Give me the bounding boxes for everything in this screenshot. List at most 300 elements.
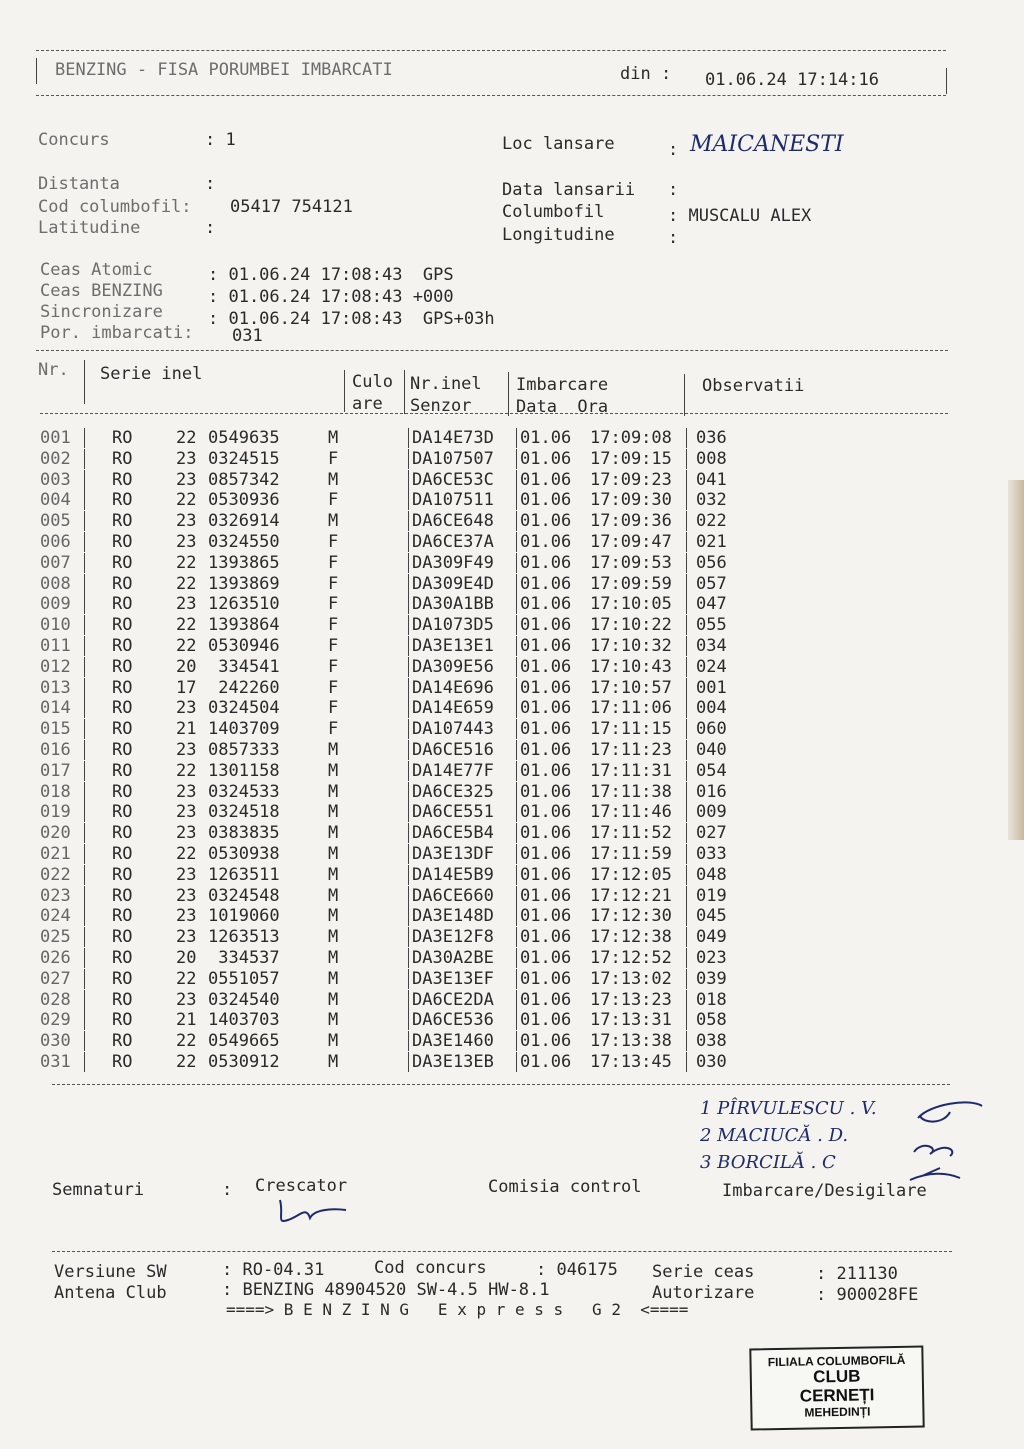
cell-observatii: 045	[696, 906, 727, 927]
table-row	[0, 719, 1024, 739]
stamp-line: CLUB	[813, 1366, 861, 1387]
row-divider	[408, 865, 409, 885]
row-divider	[408, 636, 409, 656]
table-row	[0, 823, 1024, 843]
row-divider	[408, 657, 409, 677]
cell-data: 01.06	[520, 885, 572, 906]
cell-tara: RO	[112, 532, 133, 552]
row-divider	[84, 823, 85, 843]
cell-sex: M	[328, 469, 339, 490]
row-divider	[516, 678, 517, 698]
cell-serie: 242260	[208, 677, 280, 698]
row-divider	[516, 948, 517, 968]
cell-nr: 010	[40, 615, 71, 636]
cell-senzor: DA6CE325	[412, 781, 494, 802]
cell-tara: RO	[112, 573, 133, 594]
cell-ora: 17:11:23	[590, 740, 672, 760]
table-row	[0, 927, 1024, 947]
row-divider	[408, 511, 409, 531]
autorizare-label: Autorizare	[652, 1283, 755, 1303]
cell-ora: 17:09:36	[590, 511, 672, 532]
cell-senzor: DA3E1460	[412, 1031, 494, 1052]
row-divider	[84, 761, 85, 781]
footer-rule	[52, 1251, 952, 1252]
row-divider	[408, 698, 409, 718]
benzing-express-line: ====> B E N Z I N G E x p r e s s G 2 <====	[226, 1300, 689, 1319]
cell-data: 01.06	[520, 740, 572, 760]
cell-serie: 0324504	[208, 698, 280, 719]
row-divider	[516, 969, 517, 989]
row-divider	[516, 1031, 517, 1051]
cell-data: 01.06	[520, 906, 572, 927]
cell-sex: M	[328, 968, 339, 989]
row-divider	[84, 678, 85, 698]
cell-sex: M	[328, 1010, 339, 1031]
col-header-culoare-2: are	[352, 394, 383, 414]
row-divider	[408, 428, 409, 448]
cell-senzor: DA3E13DF	[412, 844, 494, 864]
cell-ora: 17:11:59	[590, 844, 672, 864]
cell-tara: RO	[112, 968, 133, 989]
commission-name: 2 MACIUCĂ . D.	[700, 1125, 849, 1146]
cell-an: 22	[176, 1031, 197, 1052]
distanta-value: :	[205, 174, 216, 194]
row-divider	[516, 823, 517, 843]
cell-tara: RO	[112, 906, 133, 927]
row-divider	[516, 574, 517, 594]
cell-senzor: DA30A1BB	[412, 594, 494, 615]
row-divider	[84, 594, 85, 614]
data-lansarii-label: Data lansarii	[502, 180, 636, 200]
cell-nr: 005	[40, 511, 71, 532]
cell-sex: M	[328, 1052, 339, 1072]
table-row	[0, 615, 1024, 635]
row-divider	[516, 428, 517, 448]
row-divider	[516, 470, 517, 490]
cell-nr: 002	[40, 448, 71, 469]
row-divider	[408, 719, 409, 739]
cell-tara: RO	[112, 698, 133, 719]
row-divider	[408, 553, 409, 573]
commission-name: 1 PÎRVULESCU . V.	[700, 1098, 877, 1119]
cell-observatii: 009	[696, 802, 727, 823]
cell-data: 01.06	[520, 968, 572, 989]
cod-concurs-value: : 046175	[536, 1260, 618, 1280]
row-divider	[686, 761, 687, 781]
cell-nr: 021	[40, 844, 71, 864]
cell-nr: 012	[40, 656, 71, 677]
col-header-imbarcare: Imbarcare	[516, 375, 609, 395]
row-divider	[408, 470, 409, 490]
cell-observatii: 022	[696, 511, 727, 532]
row-divider	[84, 490, 85, 510]
cell-ora: 17:09:23	[590, 469, 672, 490]
col-divider	[344, 370, 345, 412]
stamp-line: CERNEȚI	[799, 1385, 875, 1406]
row-divider	[686, 782, 687, 802]
row-divider	[408, 802, 409, 822]
distanta-label: Distanta	[38, 174, 120, 194]
row-divider	[516, 844, 517, 864]
cell-observatii: 048	[696, 864, 727, 885]
imbarcare-desigilare-label: Imbarcare/Desigilare	[722, 1181, 927, 1201]
cell-ora: 17:12:52	[590, 948, 672, 968]
col-divider	[508, 372, 509, 416]
cell-nr: 011	[40, 636, 71, 656]
stamp-line: FILIALA COLUMBOFILĂ	[767, 1352, 906, 1370]
row-divider	[686, 594, 687, 614]
cell-sex: F	[328, 719, 339, 740]
cell-serie: 1301158	[208, 760, 280, 781]
cell-observatii: 060	[696, 719, 727, 740]
cell-senzor: DA1073D5	[412, 615, 494, 636]
cell-sex: F	[328, 677, 339, 698]
cell-an: 23	[176, 594, 197, 615]
cell-an: 23	[176, 989, 197, 1010]
table-row	[0, 553, 1024, 573]
col-divider	[404, 370, 405, 414]
col-divider	[684, 374, 685, 416]
cell-an: 22	[176, 636, 197, 656]
commission-signatures	[900, 1098, 990, 1188]
row-divider	[84, 1052, 85, 1072]
row-divider	[84, 449, 85, 469]
table-row	[0, 657, 1024, 677]
cell-sex: F	[328, 615, 339, 636]
cell-an: 23	[176, 802, 197, 823]
cell-observatii: 023	[696, 948, 727, 968]
cell-an: 22	[176, 552, 197, 573]
row-divider	[84, 740, 85, 760]
cell-observatii: 056	[696, 552, 727, 573]
table-row	[0, 865, 1024, 885]
cell-ora: 17:10:32	[590, 636, 672, 656]
semnaturi-colon: :	[222, 1180, 233, 1200]
cell-nr: 018	[40, 781, 71, 802]
cell-nr: 026	[40, 948, 71, 968]
row-divider	[686, 574, 687, 594]
row-divider	[84, 615, 85, 635]
cell-nr: 004	[40, 490, 71, 511]
cell-data: 01.06	[520, 532, 572, 552]
date-value: 01.06.24 17:14:16	[705, 70, 879, 90]
cell-sex: M	[328, 511, 339, 532]
cell-serie: 0324548	[208, 885, 280, 906]
row-divider	[516, 802, 517, 822]
cell-serie: 1019060	[208, 906, 280, 927]
loc-lansare-value: MAICANESTI	[690, 132, 844, 157]
row-divider	[686, 636, 687, 656]
cell-tara: RO	[112, 511, 133, 532]
cell-ora: 17:13:02	[590, 968, 672, 989]
row-divider	[686, 553, 687, 573]
cell-senzor: DA3E13EB	[412, 1052, 494, 1072]
columbofil-label: Columbofil	[502, 202, 605, 222]
cell-senzor: DA3E148D	[412, 906, 494, 927]
row-divider	[686, 802, 687, 822]
cell-serie: 1263513	[208, 927, 280, 948]
cell-ora: 17:12:21	[590, 885, 672, 906]
cell-observatii: 036	[696, 428, 727, 448]
cell-data: 01.06	[520, 1031, 572, 1052]
row-divider	[84, 886, 85, 906]
cell-nr: 015	[40, 719, 71, 740]
commission-name: 3 BORCILĂ . C	[700, 1152, 836, 1173]
cell-observatii: 033	[696, 844, 727, 864]
cell-nr: 031	[40, 1052, 71, 1072]
cell-senzor: DA30A2BE	[412, 948, 494, 968]
cell-sex: F	[328, 698, 339, 719]
versiune-sw-value: : RO-04.31	[222, 1260, 325, 1280]
cell-an: 21	[176, 1010, 197, 1031]
cod-columbofil-label: Cod columbofil:	[38, 197, 192, 217]
versiune-sw-label: Versiune SW	[54, 1262, 167, 1282]
cell-serie: 0857333	[208, 740, 280, 760]
row-divider	[686, 490, 687, 510]
cell-ora: 17:10:22	[590, 615, 672, 636]
row-divider	[84, 698, 85, 718]
cell-tara: RO	[112, 760, 133, 781]
row-divider	[408, 449, 409, 469]
row-divider	[84, 574, 85, 594]
cell-ora: 17:13:23	[590, 989, 672, 1010]
cell-tara: RO	[112, 469, 133, 490]
cell-sex: F	[328, 490, 339, 511]
row-divider	[408, 927, 409, 947]
cell-nr: 013	[40, 677, 71, 698]
row-divider	[516, 449, 517, 469]
cell-senzor: DA14E659	[412, 698, 494, 719]
cell-an: 23	[176, 906, 197, 927]
table-header-rule	[40, 413, 948, 414]
cell-data: 01.06	[520, 989, 572, 1010]
row-divider	[84, 636, 85, 656]
row-divider	[516, 761, 517, 781]
cod-columbofil-value: 05417 754121	[230, 197, 353, 217]
cell-tara: RO	[112, 802, 133, 823]
cell-senzor: DA6CE53C	[412, 469, 494, 490]
cell-sex: M	[328, 844, 339, 864]
row-divider	[84, 1031, 85, 1051]
row-divider	[686, 615, 687, 635]
cell-serie: 0549665	[208, 1031, 280, 1052]
cell-ora: 17:11:46	[590, 802, 672, 823]
row-divider	[516, 553, 517, 573]
comisia-control-label: Comisia control	[488, 1177, 642, 1197]
cell-data: 01.06	[520, 864, 572, 885]
row-divider	[84, 511, 85, 531]
cell-tara: RO	[112, 719, 133, 740]
cell-ora: 17:12:05	[590, 864, 672, 885]
cell-nr: 001	[40, 428, 71, 448]
row-divider	[516, 615, 517, 635]
row-divider	[408, 761, 409, 781]
col-header-culoare: Culo	[352, 372, 393, 392]
col-divider	[84, 360, 85, 404]
cell-senzor: DA6CE2DA	[412, 989, 494, 1010]
cell-ora: 17:09:08	[590, 428, 672, 448]
row-divider	[516, 511, 517, 531]
row-divider	[516, 698, 517, 718]
row-divider	[686, 1031, 687, 1051]
table-row	[0, 906, 1024, 926]
row-divider	[516, 532, 517, 552]
row-divider	[408, 594, 409, 614]
cell-tara: RO	[112, 1010, 133, 1031]
row-divider	[84, 865, 85, 885]
cell-an: 22	[176, 760, 197, 781]
table-row	[0, 740, 1024, 760]
cell-observatii: 030	[696, 1052, 727, 1072]
cell-an: 23	[176, 823, 197, 844]
cell-senzor: DA3E13E1	[412, 636, 494, 656]
row-divider	[686, 969, 687, 989]
row-divider	[686, 1010, 687, 1030]
row-divider	[686, 886, 687, 906]
cell-ora: 17:10:05	[590, 594, 672, 615]
porumbei-imbarcati-label: Por. imbarcati:	[40, 323, 194, 343]
row-divider	[686, 740, 687, 760]
crescator-label: Crescator	[255, 1176, 348, 1196]
row-divider	[84, 844, 85, 864]
table-row	[0, 698, 1024, 718]
cell-serie: 0324515	[208, 448, 280, 469]
table-row	[0, 802, 1024, 822]
cell-observatii: 054	[696, 760, 727, 781]
row-divider	[408, 782, 409, 802]
autorizare-value: : 900028FE	[816, 1285, 919, 1305]
cell-serie: 1263510	[208, 594, 280, 615]
cell-an: 23	[176, 864, 197, 885]
table-top-rule	[36, 350, 948, 351]
cell-sex: M	[328, 906, 339, 927]
row-divider	[84, 782, 85, 802]
cell-senzor: DA3E12F8	[412, 927, 494, 948]
header-left-border	[36, 58, 37, 84]
cell-senzor: DA107511	[412, 490, 494, 511]
cell-serie: 0324550	[208, 532, 280, 552]
row-divider	[516, 865, 517, 885]
cell-tara: RO	[112, 823, 133, 844]
cell-observatii: 021	[696, 532, 727, 552]
cell-sex: F	[328, 636, 339, 656]
cell-senzor: DA6CE648	[412, 511, 494, 532]
cell-data: 01.06	[520, 573, 572, 594]
header-top-rule	[36, 50, 946, 51]
stamp-line: MEHEDINȚI	[804, 1403, 871, 1420]
cell-data: 01.06	[520, 511, 572, 532]
cell-tara: RO	[112, 615, 133, 636]
cell-ora: 17:09:47	[590, 532, 672, 552]
cod-concurs-label: Cod concurs	[374, 1258, 487, 1278]
ceas-atomic-label: Ceas Atomic	[40, 260, 153, 280]
table-row	[0, 636, 1024, 656]
row-divider	[408, 678, 409, 698]
cell-observatii: 001	[696, 677, 727, 698]
cell-senzor: DA6CE37A	[412, 532, 494, 552]
cell-sex: M	[328, 823, 339, 844]
cell-data: 01.06	[520, 948, 572, 968]
cell-sex: M	[328, 948, 339, 968]
cell-tara: RO	[112, 677, 133, 698]
row-divider	[84, 927, 85, 947]
row-divider	[516, 490, 517, 510]
cell-serie: 0324518	[208, 802, 280, 823]
cell-serie: 0857342	[208, 469, 280, 490]
cell-serie: 0383835	[208, 823, 280, 844]
cell-an: 22	[176, 490, 197, 511]
row-divider	[84, 428, 85, 448]
cell-senzor: DA14E73D	[412, 428, 494, 448]
row-divider	[686, 844, 687, 864]
cell-data: 01.06	[520, 636, 572, 656]
cell-observatii: 057	[696, 573, 727, 594]
cell-data: 01.06	[520, 844, 572, 864]
cell-tara: RO	[112, 989, 133, 1010]
cell-nr: 008	[40, 573, 71, 594]
cell-tara: RO	[112, 885, 133, 906]
col-header-observatii: Observatii	[702, 376, 805, 396]
latitudine-value: :	[205, 218, 216, 238]
table-row	[0, 990, 1024, 1010]
cell-senzor: DA6CE551	[412, 802, 494, 823]
concurs-label: Concurs	[38, 130, 110, 150]
table-row	[0, 844, 1024, 864]
cell-observatii: 027	[696, 823, 727, 844]
data-lansarii-value: :	[668, 180, 679, 200]
cell-sex: M	[328, 927, 339, 948]
cell-sex: M	[328, 760, 339, 781]
cell-sex: M	[328, 781, 339, 802]
cell-ora: 17:13:45	[590, 1052, 672, 1072]
row-divider	[84, 969, 85, 989]
table-row	[0, 594, 1024, 614]
row-divider	[408, 886, 409, 906]
cell-ora: 17:09:30	[590, 490, 672, 511]
row-divider	[686, 511, 687, 531]
row-divider	[408, 490, 409, 510]
cell-an: 23	[176, 448, 197, 469]
table-row	[0, 948, 1024, 968]
cell-data: 01.06	[520, 719, 572, 740]
cell-data: 01.06	[520, 781, 572, 802]
cell-sex: M	[328, 1031, 339, 1052]
cell-tara: RO	[112, 1052, 133, 1072]
row-divider	[408, 844, 409, 864]
cell-serie: 0530938	[208, 844, 280, 864]
cell-ora: 17:09:15	[590, 448, 672, 469]
cell-tara: RO	[112, 636, 133, 656]
cell-ora: 17:10:57	[590, 677, 672, 698]
cell-ora: 17:09:59	[590, 573, 672, 594]
table-row	[0, 886, 1024, 906]
cell-ora: 17:11:15	[590, 719, 672, 740]
cell-observatii: 004	[696, 698, 727, 719]
cell-data: 01.06	[520, 1010, 572, 1031]
row-divider	[686, 927, 687, 947]
date-label: din :	[620, 64, 672, 84]
row-divider	[686, 719, 687, 739]
table-row	[0, 449, 1024, 469]
row-divider	[408, 969, 409, 989]
cell-ora: 17:13:31	[590, 1010, 672, 1031]
row-divider	[84, 802, 85, 822]
cell-serie: 334537	[208, 948, 280, 968]
table-row	[0, 1010, 1024, 1030]
cell-observatii: 055	[696, 615, 727, 636]
cell-tara: RO	[112, 864, 133, 885]
ceas-benzing-value: : 01.06.24 17:08:43 +000	[208, 287, 454, 307]
